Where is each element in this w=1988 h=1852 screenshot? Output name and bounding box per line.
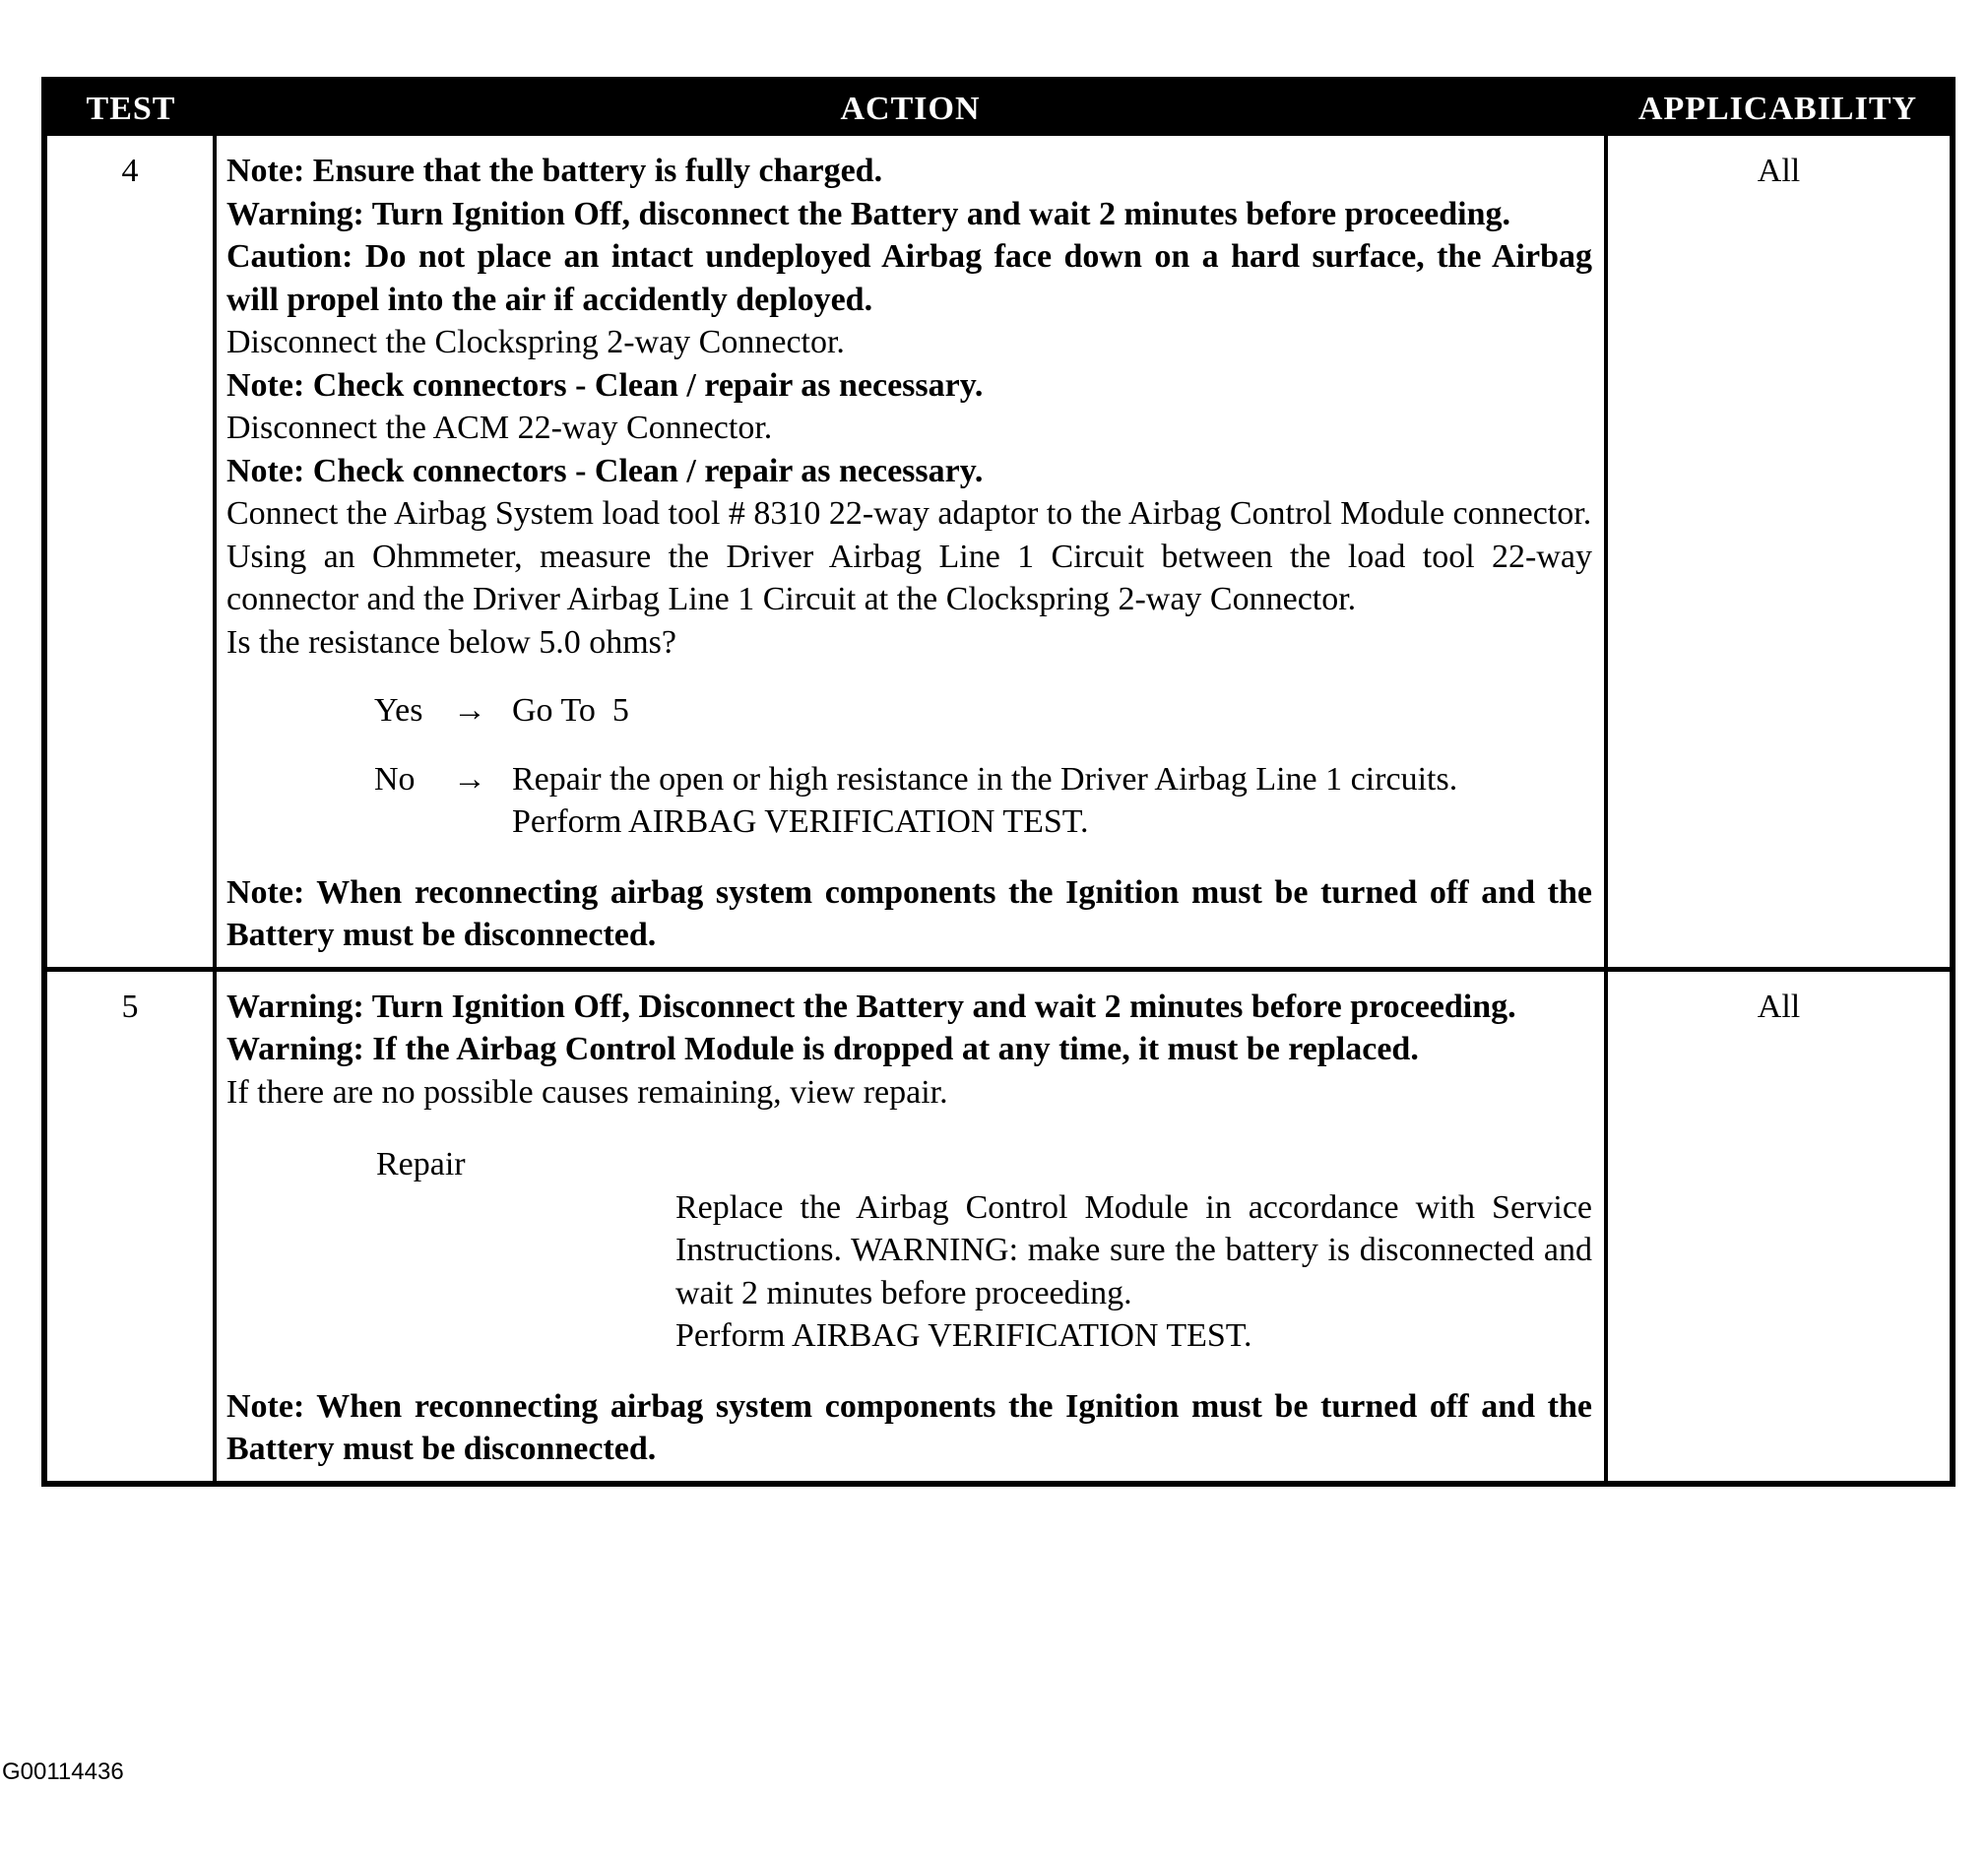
option-yes-label: Yes	[374, 692, 423, 729]
right-arrow-icon: →	[453, 692, 486, 729]
step-disconnect-acm: Disconnect the ACM 22-way Connector.	[226, 410, 773, 446]
test-number: 5	[47, 969, 215, 1481]
warning-ignition-off: Warning: Turn Ignition Off, Disconnect the Battery and wait 2 minutes before proceeding.	[226, 988, 1516, 1025]
diagnostic-table	[47, 83, 1950, 1481]
repair-label: Repair	[376, 1146, 466, 1182]
note-battery-charged: Note: Ensure that the battery is fully charged.	[226, 153, 883, 189]
header-test: TEST	[47, 83, 215, 136]
step-connect-load-tool: Connect the Airbag System load tool # 8310 22-way adaptor to the Airbag Control Module connector.	[226, 495, 1592, 532]
warning-ignition-off: Warning: Turn Ignition Off, disconnect the Battery and wait 2 minutes before proceeding.	[226, 195, 1511, 232]
question-resistance: Is the resistance below 5.0 ohms?	[226, 623, 676, 661]
right-arrow-icon: →	[453, 760, 486, 798]
note-check-connectors: Note: Check connectors - Clean / repair as necessary.	[226, 366, 984, 404]
note-check-connectors: Note: Check connectors - Clean / repair as necessary.	[226, 452, 984, 489]
option-no-body	[512, 758, 1592, 844]
repair-text: Replace the Airbag Control Module in accordance with Service Instructions. WARNING: make sure the battery is disconnected and wait 2 minutes before proceeding.	[675, 1188, 1592, 1311]
applicability-cell: All	[1757, 988, 1801, 1025]
action-cell	[215, 136, 1606, 969]
option-yes-text: Go To 5	[512, 692, 629, 729]
table-row-test-4	[47, 136, 1950, 969]
option-no	[374, 758, 1592, 844]
action-cell	[215, 969, 1606, 1481]
header-action: ACTION	[215, 83, 1606, 136]
warning-module-dropped: Warning: If the Airbag Control Module is dropped at any time, it must be replaced.	[226, 1031, 1419, 1067]
step-view-repair: If there are no possible causes remaining, view repair.	[226, 1073, 948, 1111]
caution-airbag-face-down: Caution: Do not place an intact undeployed Airbag face down on a hard surface, the Airbag will propel into the air if accidently deployed.	[226, 238, 1592, 318]
applicability-cell: All	[1606, 136, 1950, 969]
note-reconnecting: Note: When reconnecting airbag system components the Ignition must be turned off and the Battery must be disconnected.	[226, 1387, 1592, 1467]
option-no-verification: Perform AIRBAG VERIFICATION TEST.	[512, 803, 1089, 840]
step-disconnect-clockspring: Disconnect the Clockspring 2-way Connector.	[226, 324, 845, 360]
header-applicability: APPLICABILITY	[1606, 83, 1950, 136]
repair-verification: Perform AIRBAG VERIFICATION TEST.	[675, 1317, 1252, 1354]
option-no-label: No	[374, 760, 416, 798]
figure-id-caption: G00114436	[2, 1758, 124, 1785]
note-reconnecting: Note: When reconnecting airbag system components the Ignition must be turned off and the Battery must be disconnected.	[226, 873, 1592, 953]
step-measure-resistance: Using an Ohmmeter, measure the Driver Airbag Line 1 Circuit between the load tool 22-way connector and the Driver Airbag Line 1 Circuit at the Clockspring 2-way Connector.	[226, 538, 1592, 617]
test-number: 4	[47, 136, 215, 969]
option-no-text: Repair the open or high resistance in the Driver Airbag Line 1 circuits.	[512, 760, 1458, 798]
option-yes	[374, 689, 1592, 733]
diagnostic-table-frame	[41, 77, 1956, 1487]
table-row-test-5	[47, 969, 1950, 1481]
table-header-row	[47, 83, 1950, 136]
repair-body	[675, 1186, 1592, 1358]
